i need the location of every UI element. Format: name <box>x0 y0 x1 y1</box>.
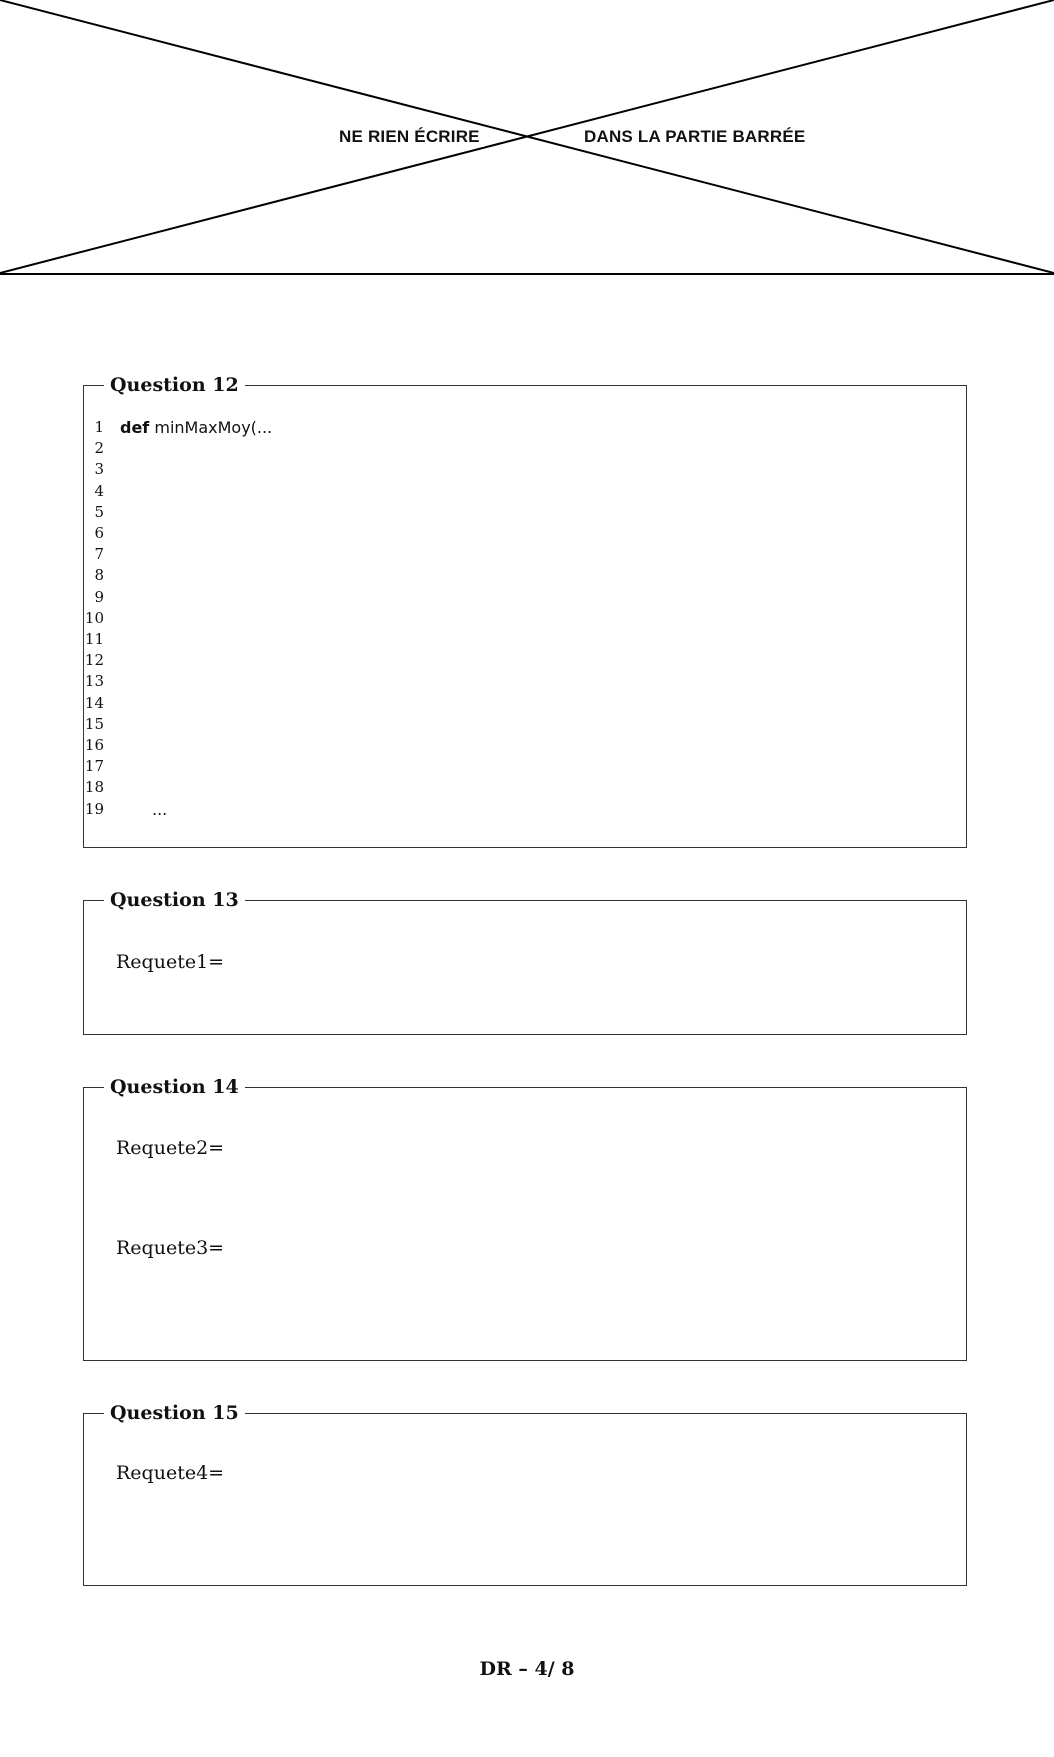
question-15-box[interactable] <box>83 1402 967 1586</box>
def-keyword: def <box>120 418 150 437</box>
code-line-19: ... <box>152 800 168 819</box>
line-number: 11 <box>84 630 104 648</box>
line-number: 9 <box>94 587 104 606</box>
cross-lines <box>0 0 1054 280</box>
requete3-label: Requete3= <box>116 1237 225 1259</box>
crossed-out-area <box>0 0 1054 280</box>
banner-left-text: NE RIEN ÉCRIRE <box>335 127 484 147</box>
requete2-label: Requete2= <box>116 1137 225 1159</box>
line-number: 18 <box>84 778 104 797</box>
question-14-title: Question 14 <box>104 1075 245 1099</box>
line-number: 3 <box>94 460 104 479</box>
line-number: 8 <box>94 566 104 585</box>
banner-right-text: DANS LA PARTIE BARRÉE <box>580 127 809 147</box>
line-number: 10 <box>84 608 104 627</box>
line-number: 15 <box>84 714 104 733</box>
question-12-title: Question 12 <box>104 373 245 397</box>
requete4-label: Requete4= <box>116 1462 225 1484</box>
line-number: 4 <box>94 481 104 500</box>
question-13-box[interactable] <box>83 889 967 1035</box>
line-number: 6 <box>94 524 104 542</box>
line-number: 2 <box>94 439 104 458</box>
line-number: 14 <box>84 693 104 712</box>
page-number: DR – 4/ 8 <box>479 1658 575 1680</box>
function-signature: minMaxMoy(... <box>154 418 273 437</box>
question-12-box[interactable] <box>83 374 967 848</box>
line-number: 19 <box>84 799 104 818</box>
line-number: 13 <box>84 672 104 691</box>
line-number: 16 <box>84 736 104 754</box>
line-number: 12 <box>84 651 104 670</box>
question-15-title: Question 15 <box>104 1401 245 1425</box>
code-line-1 <box>120 417 272 438</box>
line-number: 7 <box>94 545 104 564</box>
question-14-box[interactable] <box>83 1076 967 1361</box>
requete1-label: Requete1= <box>116 951 225 973</box>
line-number: 5 <box>94 502 104 521</box>
line-number: 17 <box>84 757 104 776</box>
question-13-title: Question 13 <box>104 888 245 912</box>
line-number: 1 <box>94 418 104 436</box>
